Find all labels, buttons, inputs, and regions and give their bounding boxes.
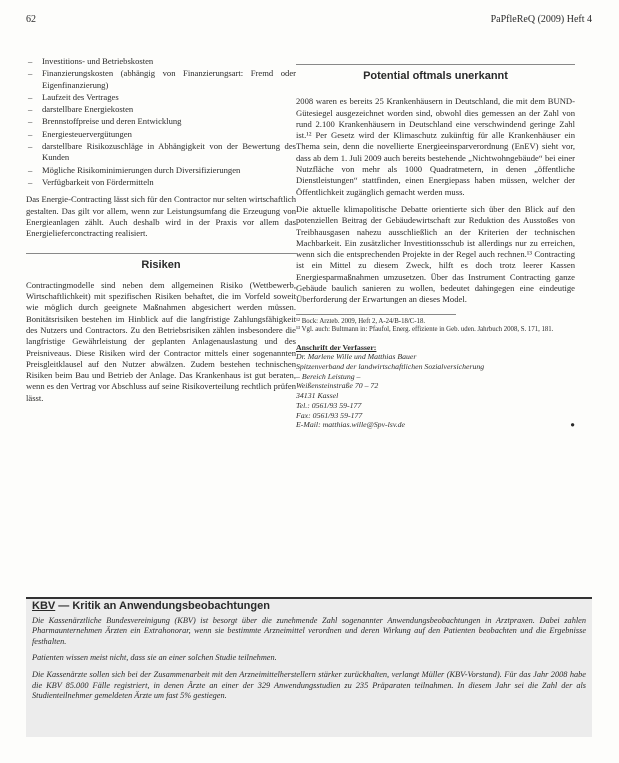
box-title <box>32 601 586 612</box>
list-item: – Laufzeit des Vertrages <box>26 92 296 103</box>
list-item: – Verfügbarkeit von Fördermitteln <box>26 177 296 188</box>
paragraph: Patienten wissen meist nicht, dass sie an einer solchen Studie teilnehmen. <box>32 653 277 663</box>
paragraph: 2008 waren es bereits 25 Krankenhäusern in Deutschland, die mit dem BUND-Gütesiegel ausgezeichnet worden sind, obwohl dies gemessen an der Zahl von rund 2.100 Krankenhäusern in Deutschland eine verschwindend geringe Zahl ist.¹² Per Gesetz wird der Klimaschutz zukünftig für alle Krankenhäuser ein Thema sein, denn die novellierte Energieeinsparverordnung (EnEV) sieht vor, dass ab dem 1. Juli 2009 auch bereits bestehende „Nichtwohngebäude“ bei einer Nutzfläche von mehr als 1000 Quadratmetern, in denen „öffentliche Dienstleistungen“ stattfinden, einen Energiepass haben müssen, welcher der Öffentlichkeit zugänglich gemacht werden muss. <box>296 96 575 197</box>
author-line: Fax: 0561/93 59-177 <box>296 410 363 420</box>
section-heading-risiken: Risiken <box>26 253 296 271</box>
list-item: – Finanzierungskosten (abhängig von Finanzierungsart: Fremd oder Eigenfinanzierung) <box>26 68 296 91</box>
right-column <box>296 56 575 430</box>
paragraph: Die Kassenärzte sollen sich bei der Zusammenarbeit mit den Arzneimittelherstellern stärker zurückhalten, verlangt Müller (KBV-Vorstand). Für das Jahr 2008 habe die KBV 85.000 Fälle registriert, in denen Ärzte an einer der 329 Anwendungsstudien zu 235 Präparaten teilnahmen. In diesem Jahr sei die Zahl der als Studienteilnehmer gemeldeten Ärzte um fast 5% gestiegen. <box>32 669 586 701</box>
author-line: – Bereich Leistung – <box>296 371 361 381</box>
list-item: – Investitions- und Betriebskosten <box>26 56 296 67</box>
end-mark-icon: ● <box>570 420 575 430</box>
author-line: Dr. Marlene Wille und Matthias Bauer <box>296 352 417 362</box>
left-column <box>26 56 296 404</box>
cost-factor-list <box>26 56 296 188</box>
author-email[interactable]: E-Mail: matthias.wille@Spv-lsv.de <box>296 420 406 430</box>
author-line: Spitzenverband der landwirtschaftlichen Sozialversicherung <box>296 362 485 372</box>
paragraph: Die aktuelle klimapolitische Debatte orientierte sich über den Blick auf den potenziellen Beitrag der Gebäudewirtschaft zur Reduktion des Ausstoßes von Treibhausgasen nahezu ausschließlich an der Kriterien der technischen Machbarkeit. Ein zusätzlicher Investitionsschub ist allerdings nur zu erreichen, wenn sich die entsprechenden Projekte in der Regel auch rechnen.¹³ Contracting ist ein Mittel zu diesem Zweck, hilft es doch trotz leerer Kassen Energiesparmaßnahmen umzusetzen. Über das Instrument Contracting ganze Gebäude baulich sanieren zu wollen, bedeutet dahingegen eine eindeutige Überforderung der Erwartungen an dieses Model. <box>296 203 575 305</box>
page-number: 62 <box>26 14 36 25</box>
author-email-line <box>296 420 575 430</box>
author-address-label: Anschrift der Verfasser: <box>296 342 377 352</box>
list-item: – darstellbare Risikozuschläge in Abhängigkeit von der Bewertung des Kunden <box>26 141 296 164</box>
footnotes <box>296 314 554 335</box>
journal-title: PaPfleReQ (2009) Heft 4 <box>490 14 592 25</box>
box-tag: KBV <box>32 600 56 612</box>
list-item: – darstellbare Energiekosten <box>26 104 296 115</box>
author-line: 34131 Kassel <box>296 391 339 401</box>
list-item: – Energiesteuervergütungen <box>26 129 296 140</box>
box-title-text: — Kritik an Anwendungsbeobachtungen <box>55 600 270 612</box>
list-item: – Mögliche Risikominimierungen durch Diversifizierungen <box>26 165 296 176</box>
paragraph: Das Energie-Contracting lässt sich für den Contractor nur selten wirtschaftlich gestalten. Das gilt vor allem, wenn zur Leistungsumfang die Erzeugung von Energieanlagen zählt. Auch deshalb wird in der Praxis vor allem das Energielieferconctracting realisiert. <box>26 194 296 239</box>
running-header <box>26 14 592 30</box>
author-address <box>296 343 575 430</box>
footnote: ¹³ Vgl. auch: Bultmann in: Pfaufol, Energ. effiziente in Geb. uden. Jahrbuch 2008, S. 171, 181. <box>296 326 554 334</box>
paragraph: Contractingmodelle sind neben dem allgemeinen Risiko (Wettbewerb, Wirtschaftlichkeit) mit spezifischen Risiken behaftet, die im Vorfeld soweit wie möglich durch geeignete Maßnahmen abgesichert werden müssen. Bonitätsrisiken bestehen im Hinblick auf die langfristige Zahlungsfähigkeit des Nutzers und Contractors. Zu den Betriebsrisiken zählen insbesondere die langfristige Gewährleistung der geplanten Anlagenauslastung und des Preisniveaus. Diese Risiken wird der Contractor mittels einer sogenannten Preisgleitklausel auf den Nutzer abwälzen. Zudem bestehen technischen Risiken beim Bau und Betrieb der Anlage. Das Krankenhaus ist gut beraten, wenn es den Vertrag vor Abschluss auf seine Risikoverteilung rechtlich prüfen lässt. <box>26 279 296 403</box>
author-line: Tel.: 0561/93 59-177 <box>296 400 362 410</box>
footnote: ¹² Bock: Arzteb. 2009, Heft 2, A-24/B-18/C-18. <box>296 317 426 325</box>
list-item: – Brennstoffpreise und deren Entwicklung <box>26 116 296 127</box>
kbv-info-box <box>26 597 592 737</box>
paragraph: Die Kassenärztliche Bundesvereinigung (KBV) ist besorgt über die zunehmende Zahl sogenannter Anwendungsbeobachtungen in Arztpraxen. Dabei zahlen Pharmaunternehmen Ärzten ein Extrahonorar, wenn sie bestimmte Arzneimittel verordnen und deren Wirkung auf den Patienten beobachten und die Ergebnisse festhalten. <box>32 615 586 646</box>
author-line: Weißensteinstraße 70 – 72 <box>296 381 379 391</box>
section-heading-potential: Potential oftmals unerkannt <box>296 64 575 82</box>
